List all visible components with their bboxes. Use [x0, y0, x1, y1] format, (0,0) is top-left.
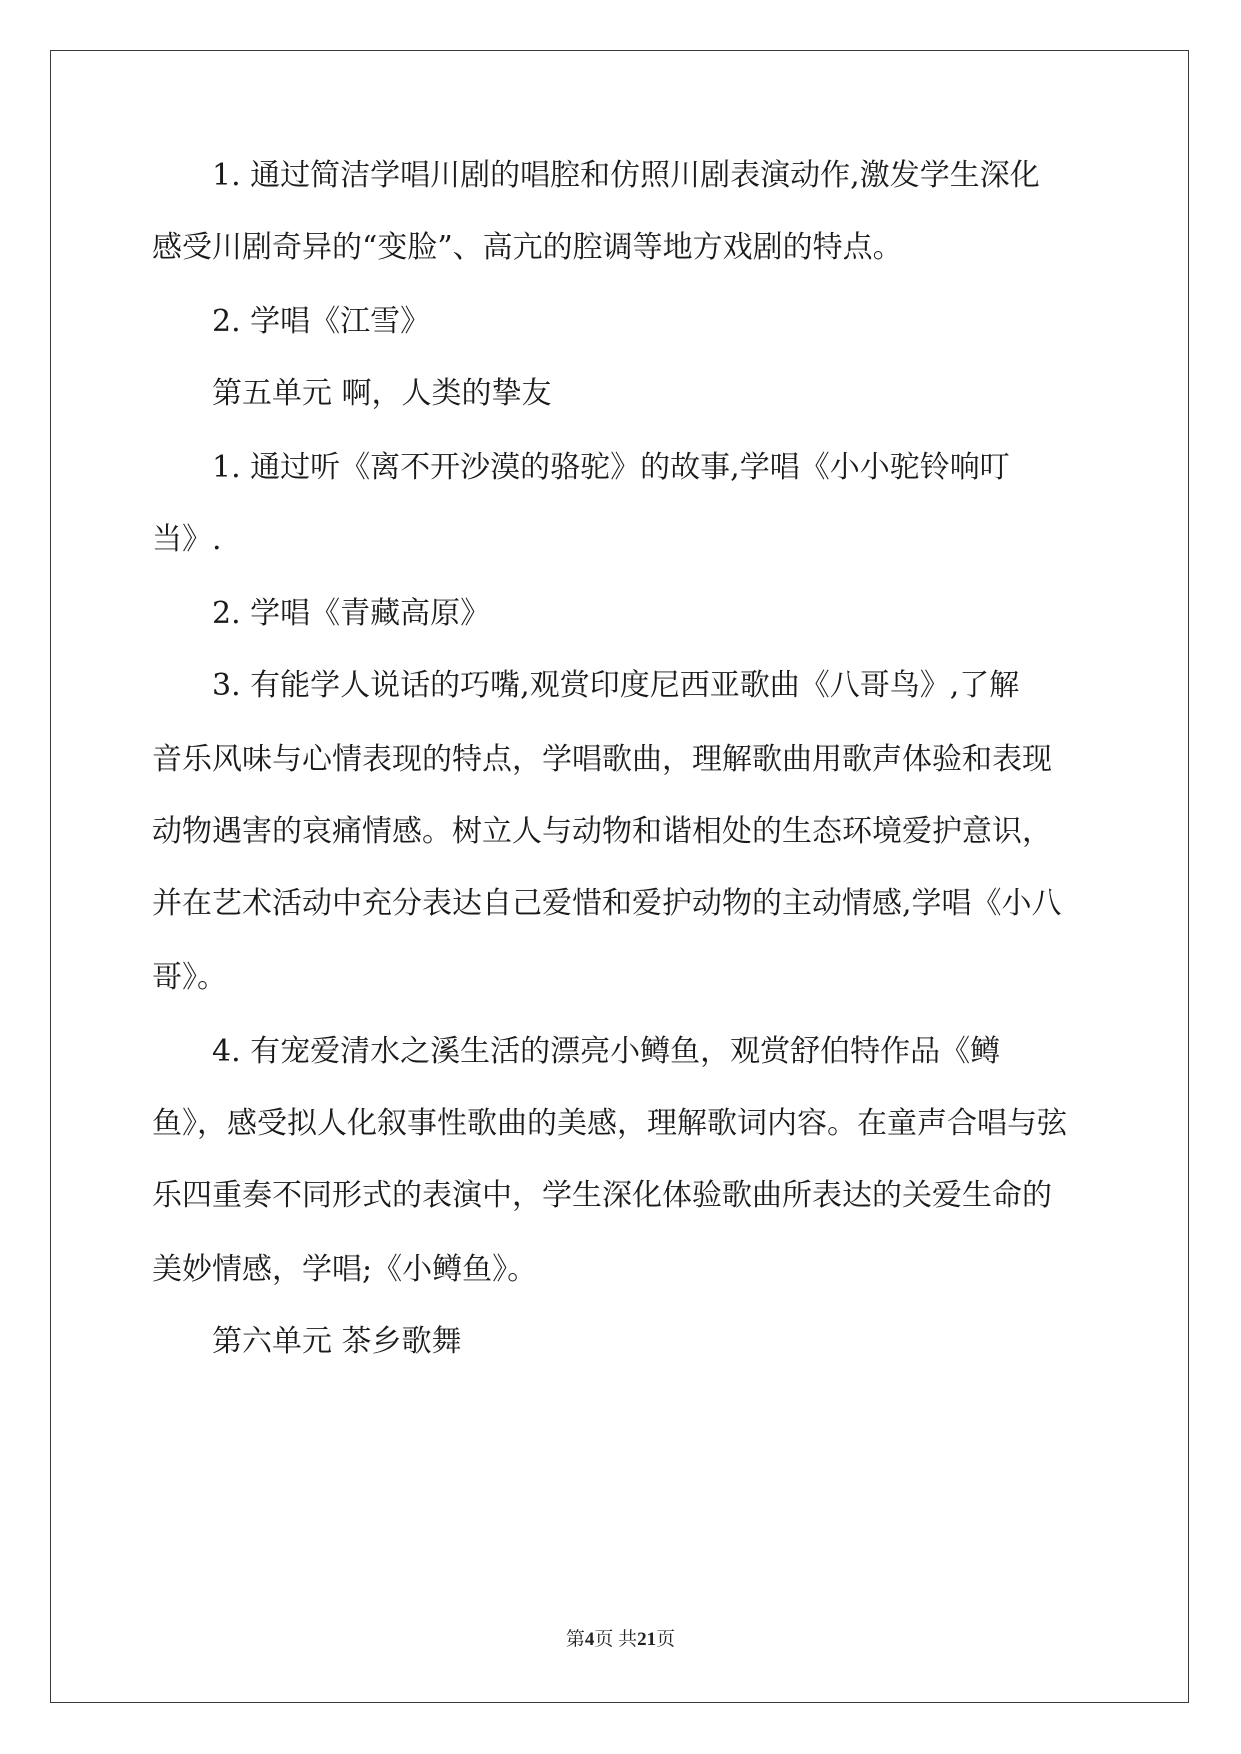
paragraph-line: 鱼》，感受拟人化叙事性歌曲的美感，理解歌词内容。在童声合唱与弦 — [152, 1106, 1067, 1141]
paragraph-line: 当》. — [152, 522, 222, 557]
page-footer — [0, 1624, 1241, 1651]
paragraph-line: 4. 有宠爱清水之溪生活的漂亮小鳟鱼，观赏舒伯特作品《鳟 — [212, 1034, 1001, 1069]
section-heading: 第五单元 啊，人类的挚友 — [212, 376, 552, 411]
paragraph-line: 1. 通过听《离不开沙漠的骆驼》的故事,学唱《小小驼铃响叮 — [212, 450, 1010, 485]
paragraph-line: 感受川剧奇异的“变脸”、高亢的腔调等地方戏剧的特点。 — [152, 230, 903, 265]
footer-suffix: 页 — [656, 1629, 676, 1650]
page-number: 4 — [584, 1629, 595, 1650]
total-pages: 21 — [637, 1629, 657, 1650]
paragraph-line: 2. 学唱《青藏高原》 — [212, 596, 491, 631]
paragraph-line: 乐四重奏不同形式的表演中，学生深化体验歌曲所表达的关爱生命的 — [152, 1178, 1052, 1213]
paragraph-line: 3. 有能学人说话的巧嘴,观赏印度尼西亚歌曲《八哥鸟》,了解 — [212, 668, 1020, 703]
footer-mid: 页 共 — [594, 1629, 638, 1650]
paragraph-line: 哥》。 — [152, 960, 227, 995]
paragraph-line: 并在艺术活动中充分表达自己爱惜和爱护动物的主动情感,学唱《小八 — [152, 886, 1062, 921]
paragraph-line: 音乐风味与心情表现的特点，学唱歌曲，理解歌曲用歌声体验和表现 — [152, 742, 1052, 777]
paragraph-line: 1. 通过简洁学唱川剧的唱腔和仿照川剧表演动作,激发学生深化 — [212, 158, 1040, 193]
paragraph-line: 动物遇害的哀痛情感。树立人与动物和谐相处的生态环境爱护意识， — [152, 814, 1052, 849]
footer-prefix: 第 — [565, 1629, 585, 1650]
paragraph-line: 2. 学唱《江雪》 — [212, 304, 431, 339]
paragraph-line: 美妙情感，学唱;《小鳟鱼》。 — [152, 1252, 538, 1287]
section-heading: 第六单元 茶乡歌舞 — [212, 1324, 462, 1359]
